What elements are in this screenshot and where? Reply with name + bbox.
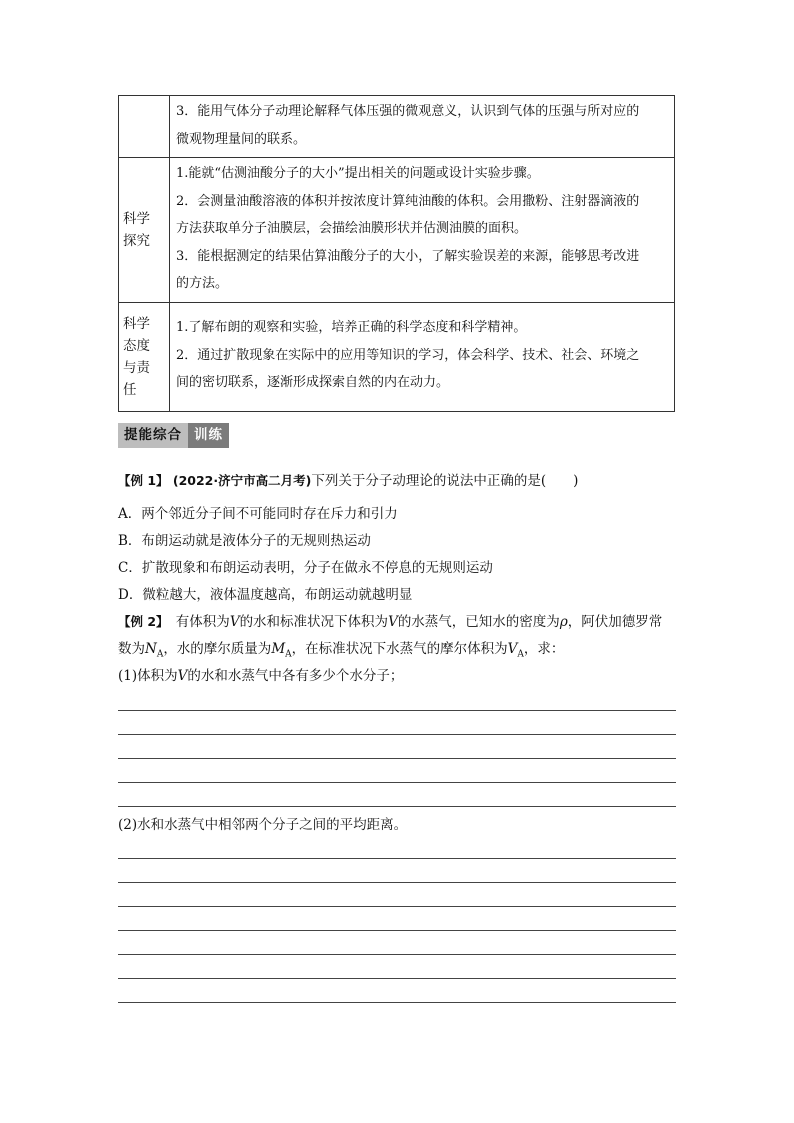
banner-subtitle: 训练 [188,423,229,448]
subscript: A [517,649,524,660]
category-label: 与责 [123,359,150,376]
table-content-cell [170,158,675,303]
question-2: (2)水和水蒸气中相邻两个分子之间的平均距离。 [118,817,408,833]
table-line: 方法获取单分子油膜层，会描绘油膜形状并估测油膜的面积。 [176,221,528,236]
table-line: 3．能根据测定的结果估算油酸分子的大小，了解实验误差的来源，能够思考改进 [176,248,640,264]
table-category-cell [119,96,170,158]
text-span: 的水和水蒸气中各有多少个水分子； [187,668,404,684]
text-span: ，求： [523,641,565,657]
option-b: B．布朗运动就是液体分子的无规则热运动 [118,533,371,549]
answer-line[interactable] [118,906,676,907]
example-source: (2022·济宁市高二月考) [172,473,312,488]
variable: V [177,668,188,684]
example2-line1 [118,612,684,632]
variable: N [145,641,157,657]
table-line: 2．会测量油酸溶液的体积并按浓度计算纯油酸的体积。会用撒粉、注射器滴液的 [176,193,640,209]
answer-line[interactable] [118,978,676,979]
variable: V [507,641,518,657]
objectives-table [118,95,675,412]
answer-line[interactable] [118,882,676,883]
category-label: 任 [123,381,137,398]
variable: V [388,614,398,630]
answer-line[interactable] [118,930,676,931]
text-span: 有体积为 [162,614,230,630]
table-content-cell [170,96,675,158]
table-row [119,158,675,303]
answer-line[interactable] [118,806,676,807]
variable: ρ [559,614,568,630]
text-span: 的水蒸气，已知水的密度为 [397,614,560,630]
variable: V [229,614,240,630]
table-category-cell [119,302,170,411]
category-label: 探究 [123,232,150,249]
example-question: 下列关于分子动理论的说法中正确的是( ) [311,473,579,489]
table-line: 1.了解布朗的观察和实验，培养正确的科学态度和科学精神。 [176,320,527,336]
text-span: ，在标准状况下水蒸气的摩尔体积为 [291,641,508,657]
option-c: C．扩散现象和布朗运动表明，分子在做永不停息的无规则运动 [118,560,493,576]
example2-line2 [118,639,684,665]
table-row [119,96,675,158]
variable: M [271,641,286,657]
answer-line[interactable] [118,710,676,711]
text-span: 的水和标准状况下体积为 [239,614,389,630]
text-span: ，水的摩尔质量为 [163,641,272,657]
answer-line[interactable] [118,858,676,859]
answer-line[interactable] [118,782,676,783]
text-span: (1)体积为 [118,668,178,684]
text-span: 数为 [118,641,145,657]
table-line: 2．通过扩散现象在实际中的应用等知识的学习，体会科学、技术、社会、环境之 [176,347,640,363]
table-line: 1.能就“估测油酸分子的大小”提出相关的问题或设计实验步骤。 [176,166,540,181]
subscript: A [285,649,292,660]
example-tag: 【例 2】 [118,614,163,629]
table-line: 3．能用气体分子动理论解释气体压强的微观意义，认识到气体的压强与所对应的 [176,104,640,119]
option-d: D．微粒越大，液体温度越高，布朗运动就越明显 [118,587,413,603]
option-a: A．两个邻近分子间不可能同时存在斥力和引力 [118,506,398,522]
section-banner [118,423,229,448]
answer-line[interactable] [118,758,676,759]
question-1 [118,666,684,686]
subscript: A [156,649,164,660]
answer-line[interactable] [118,1002,676,1003]
answer-line[interactable] [118,734,676,735]
category-label: 科学 [123,210,150,227]
category-label: 科学 [123,315,150,332]
category-label: 态度 [123,337,150,354]
banner-title: 提能综合 [118,423,188,448]
table-row [119,302,675,411]
table-line: 的方法。 [176,276,229,291]
text-span: ，阿伏加德罗常 [567,614,663,630]
example-tag: 【例 1】 [118,473,169,488]
example1-stem [118,471,684,491]
table-line: 微观物理量间的联系。 [176,131,307,147]
table-line: 间的密切联系，逐渐形成探索自然的内在动力。 [176,375,450,391]
table-category-cell [119,158,170,303]
table-content-cell [170,302,675,411]
answer-line[interactable] [118,954,676,955]
